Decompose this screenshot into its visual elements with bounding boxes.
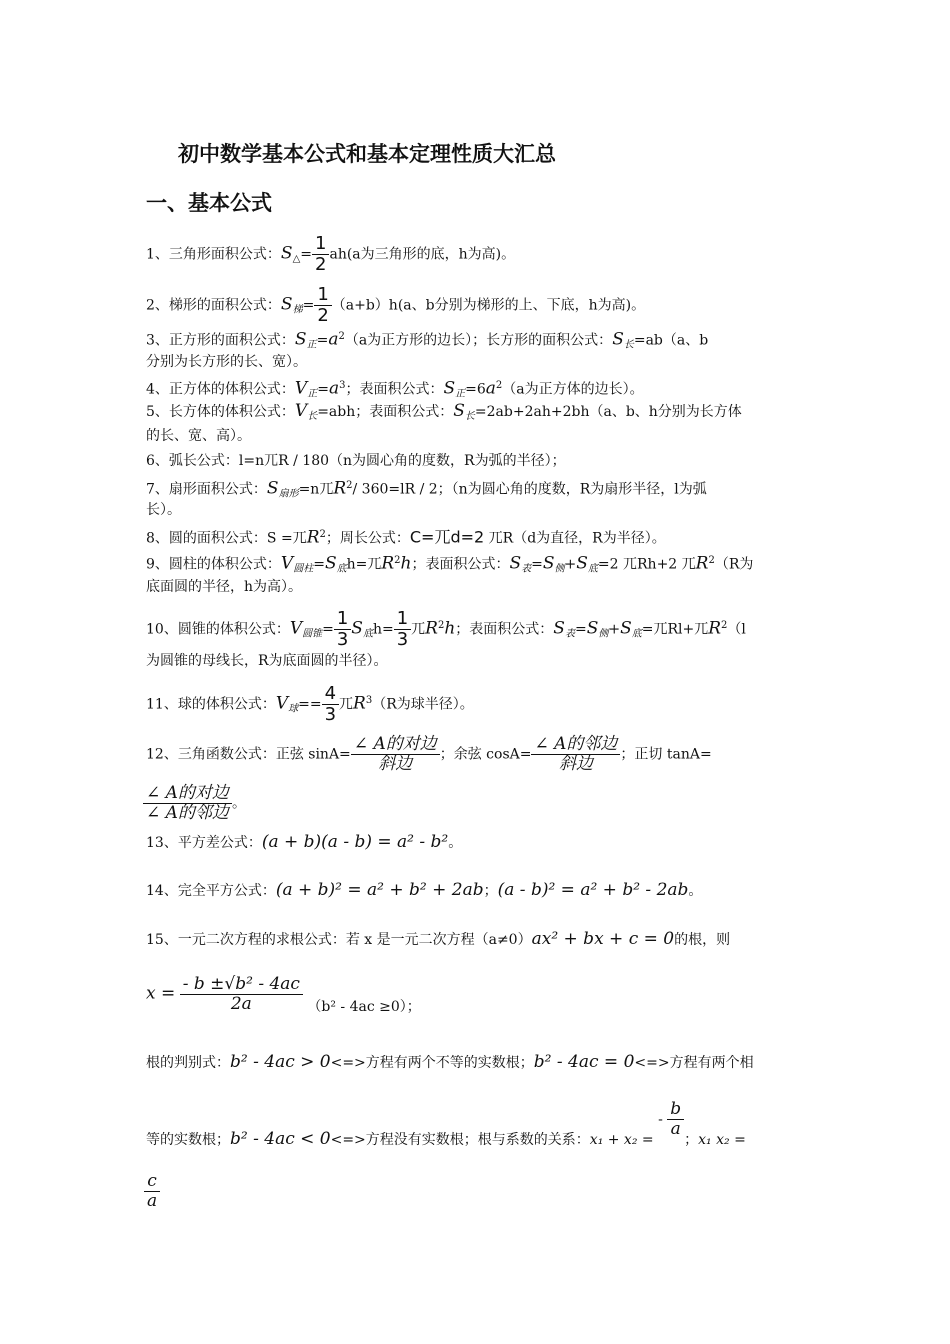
line-text: 的根，则 (674, 932, 731, 948)
line-text: =abh；表面积公式： (317, 404, 454, 420)
line-text: 15、一元二次方程的求根公式：若 x 是一元二次方程（a≠0） (146, 932, 532, 948)
line-text: 12、三角函数公式：正弦 sinA= (146, 746, 351, 763)
formula-line-1: 1、三角形面积公式：$S_\triangle=$ $\frac{1}{2}$ ah(a为三角形的底，h为高)。 (146, 233, 516, 275)
root-numerator: - b ±√b² - 4ac (180, 975, 303, 995)
line-text: / 360=lR / 2；（n为圆心角的度数，R为扇形半径，l为弧 (352, 481, 707, 498)
line-text: ；余弦 cosA= (439, 746, 532, 763)
tan-numerator: ∠ A的对边 (143, 784, 232, 804)
vieta-product-numerator: c (144, 1172, 160, 1192)
line-text: （R为 (714, 556, 754, 573)
quadratic-equation: ax² + bx + c = 0 (531, 929, 675, 949)
line-text: ； (684, 1131, 699, 1148)
line-text: 。 (688, 883, 703, 899)
line-text: ；正切 tanA= (620, 746, 712, 763)
vieta-product: x₁ x₂ = (698, 1131, 746, 1148)
cos-denominator: 斜边 (558, 754, 593, 774)
line-text: 4、正方体的体积公式： (146, 381, 295, 398)
formula-line-4: 4、正方体的体积公式：$V_正=a^3$；表面积公式：$S_正=6a^2(a$为正方体的边长）。 (146, 378, 644, 400)
cos-numerator: ∠ A的邻边 (531, 735, 620, 755)
line-text: ah(a为三角形的底，h为高)。 (329, 246, 516, 263)
formula-line-12b (143, 784, 246, 823)
root-denominator: 2a (230, 994, 252, 1014)
discriminant-negative: b² - 4ac < 0 (230, 1128, 331, 1149)
line-text: 5、长方体的体积公式： (146, 404, 295, 420)
line-text: <=>方程有两个不等的实数根； (330, 1055, 534, 1071)
line-text: ；表面积公式： (455, 621, 554, 638)
line-text: 。 (231, 795, 246, 812)
line-text: 8、圆的面积公式：S =兀 (146, 530, 307, 547)
formula-line-15 (146, 929, 730, 950)
line-text: 13、平方差公式： (146, 835, 262, 851)
line-text: 1、三角形面积公式： (146, 246, 281, 263)
line-text: =2ab+2ah+2bh（a、b、h分别为长方体 (474, 404, 742, 420)
square-of-difference: (a - b)² = a² + b² - 2ab (497, 880, 689, 900)
formula-line-10b: 为圆锥的母线长，R为底面圆的半径）。 (146, 653, 388, 669)
line-text: 3、正方形的面积公式： (146, 332, 295, 349)
line-text: 10、圆锥的体积公式： (146, 621, 290, 638)
formula-line-7: 7、扇形面积公式：$S_{扇形}=n$兀$R^2/$ 360=lR / 2；（n为圆心角的度数，R为扇形半径，l为弧 (146, 478, 707, 500)
line-text: （a为正方形的边长）；长方形的面积公式： (344, 332, 613, 349)
square-of-sum: (a + b)² = a² + b² + 2ab (275, 880, 484, 900)
quadratic-formula (146, 975, 421, 1014)
line-text: <=>方程没有实数根；根与系数的关系： (330, 1131, 590, 1148)
formula-line-3: 3、正方形的面积公式：$S_正=a^2(a$为正方形的边长）；长方形的面积公式：$S_长=ab(a$、b (146, 329, 709, 351)
tan-denominator: ∠ A的邻边 (146, 803, 229, 823)
root-lhs: x = (146, 983, 176, 1004)
discriminant-line (146, 1052, 754, 1073)
circumference-formula: C=兀d=2 (409, 527, 485, 547)
line-text: 2、梯形的面积公式： (146, 297, 281, 314)
root-condition: （b² - 4ac ≥0）； (307, 998, 421, 1015)
formula-line-12 (146, 735, 712, 774)
formula-line-9: 9、圆柱的体积公式：$V_{圆柱}=S_底h=$兀$R^2h$；表面积公式：$S_表=S_侧+S_底=2$ 兀Rh+2 兀$R^2(R$为 (146, 553, 754, 575)
line-text: ； (483, 883, 498, 899)
sin-denominator: 斜边 (378, 754, 413, 774)
section-heading: 一、基本公式 (146, 191, 272, 215)
discriminant-positive: b² - 4ac > 0 (230, 1052, 331, 1072)
line-text: 。 (448, 835, 463, 851)
line-text: （R为球半径）。 (372, 696, 474, 713)
page-title: 初中数学基本公式和基本定理性质大汇总 (178, 142, 556, 166)
line-text: 根的判别式： (146, 1055, 230, 1071)
line-text: 14、完全平方公式： (146, 883, 276, 899)
formula-line-2: 2、梯形的面积公式：$S_梯=$ $\frac{1}{2}$ （a+b）h(a、b分别为梯形的上、下底，h为高)。 (146, 284, 646, 326)
line-text: ；周长公式： (325, 530, 410, 547)
line-text: 等的实数根； (146, 1131, 230, 1148)
line-text: ；表面积公式： (411, 556, 510, 573)
difference-of-squares: (a + b)(a - b) = a² - b² (261, 832, 449, 852)
formula-line-11: 11、球的体积公式：$V_球==$ $\frac{4}{3}$ 兀$R^3(R$为球半径）。 (146, 683, 474, 725)
line-text: （l (727, 621, 746, 638)
formula-line-13 (146, 832, 462, 853)
formula-line-6: 6、弧长公式：l=n兀R / 180（n为圆心角的度数，R为弧的半径）； (146, 453, 566, 469)
sin-numerator: ∠ A的对边 (351, 735, 440, 755)
vieta-sum-denominator: a (670, 1119, 681, 1139)
formula-line-3b: 分别为长方形的长、宽）。 (146, 354, 307, 370)
formula-line-5b: 的长、宽、高）。 (146, 428, 251, 444)
formula-line-8: 8、圆的面积公式：S =兀$R^2$；周长公式：C=兀d=2 兀R（d为直径，R为半径）。 (146, 527, 666, 548)
line-text: （a+b）h(a、b分别为梯形的上、下底，h为高)。 (331, 297, 646, 314)
line-text: （a为正方体的边长）。 (502, 381, 644, 398)
formula-line-14 (146, 880, 702, 901)
line-text: 兀R（d为直径，R为半径）。 (488, 530, 666, 547)
discriminant-zero: b² - 4ac = 0 (533, 1052, 635, 1072)
line-text: =ab（a、b (633, 332, 709, 349)
line-text: <=>方程有两个相 (634, 1055, 754, 1071)
vieta-sum-numerator: b (667, 1100, 684, 1120)
vieta-product-fraction (144, 1172, 160, 1211)
line-text: 9、圆柱的体积公式： (146, 556, 281, 573)
vieta-sum: x₁ + x₂ = (589, 1131, 654, 1148)
line-text: 7、扇形面积公式： (146, 481, 267, 498)
formula-line-10: 10、圆锥的体积公式：$V_{圆锥}=$ $\frac{1}{3}$ $S_底h=$ $\frac{1}{3}$ 兀$R^2h$；表面积公式：$S_表=S_侧+S_底=$兀Rl+兀$R^2(l$ (146, 608, 746, 650)
discriminant-line-2: 等的实数根；b² - 4ac < 0<=>方程没有实数根；根与系数的关系：x₁ + x₂ = - $\frac{b}{a}$ ；x₁ x₂ = (146, 1099, 746, 1149)
formula-line-7b: 长）。 (146, 502, 181, 518)
line-text: 11、球的体积公式： (146, 696, 276, 713)
formula-line-9b: 底面圆的半径，h为高）。 (146, 579, 303, 595)
formula-line-5: 5、长方体的体积公式：$V_长=abh$；表面积公式：$S_长=2ab+2ah+2bh(a$、b、h分别为长方体 (146, 401, 742, 422)
vieta-product-denominator: a (147, 1191, 158, 1211)
line-text: ；表面积公式： (345, 381, 444, 398)
